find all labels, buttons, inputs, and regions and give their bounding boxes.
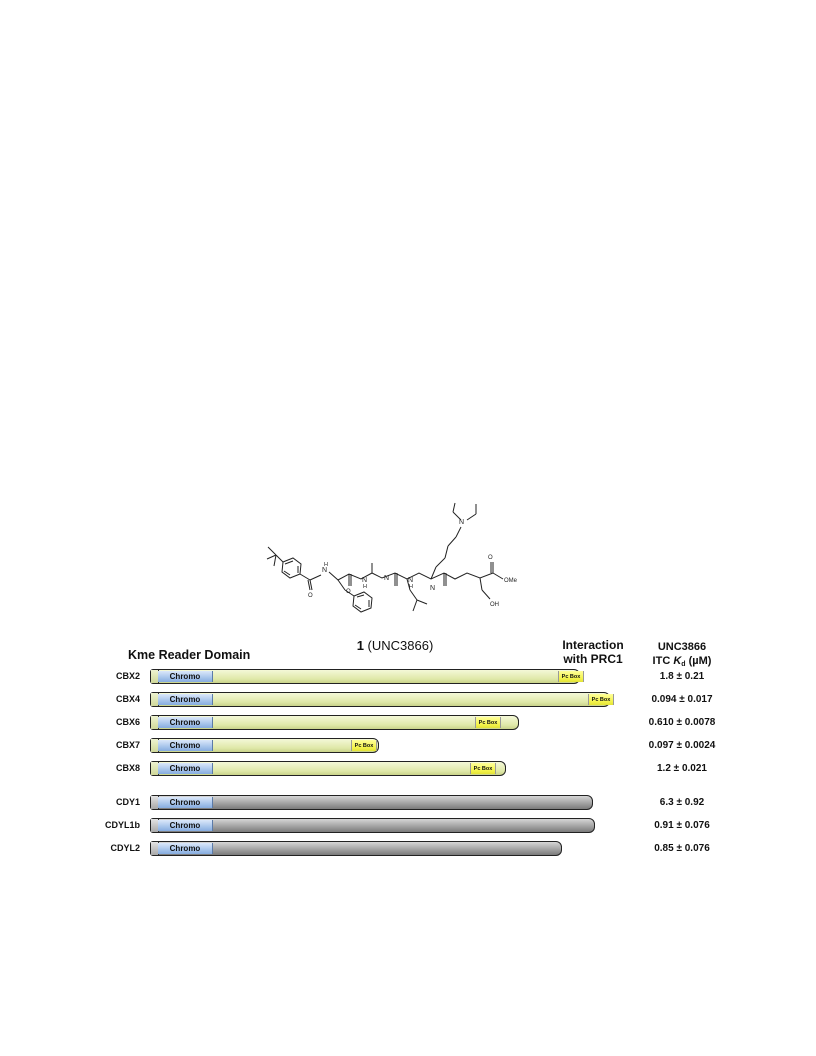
protein-bar-cdyl2 (150, 841, 562, 856)
kd-value: 0.91 ± 0.076 (654, 820, 710, 831)
chromo-domain: Chromo (158, 740, 213, 751)
protein-bar-cbx4 (150, 692, 610, 707)
kd-header-line1: UNC3866 (657, 641, 707, 653)
protein-bar-cdy1 (150, 795, 593, 810)
structure-atom: N (459, 519, 465, 526)
kd-header-unit: (µM) (685, 655, 712, 667)
protein-bar-cbx6 (150, 715, 519, 730)
structure-atom: H (363, 584, 367, 590)
compound-name: (UNC3866) (367, 638, 434, 653)
unc3866-chemical-structure (250, 500, 540, 625)
chromo-domain: Chromo (158, 717, 213, 728)
chromo-domain: Chromo (158, 763, 213, 774)
kd-column-header (636, 640, 728, 672)
kd-value: 0.094 ± 0.017 (651, 694, 713, 705)
protein-bar-cdyl1b (150, 818, 595, 833)
structure-atom: O (488, 555, 493, 561)
protein-name: CBX2 (115, 671, 140, 681)
structure-atom: O (308, 593, 313, 599)
structure-atom: OMe (504, 578, 518, 584)
protein-name: CBX7 (115, 740, 140, 750)
pc-box-domain: Pc Box (588, 694, 614, 705)
structure-atom: O (346, 589, 351, 595)
protein-name: CBX4 (115, 694, 140, 704)
domain-column-header: Kme Reader Domain (128, 648, 251, 662)
protein-name: CDY1 (115, 797, 140, 807)
protein-bar-cbx8 (150, 761, 506, 776)
prc1-header-line1: Interaction (562, 638, 624, 652)
chromo-domain: Chromo (158, 694, 213, 705)
kd-value: 0.610 ± 0.0078 (648, 717, 716, 728)
structure-atom: OH (490, 602, 499, 608)
structure-atom: N (384, 575, 390, 582)
kd-header-sub: d (681, 661, 686, 668)
protein-name: CBX6 (115, 717, 140, 727)
chromo-domain: Chromo (158, 797, 213, 808)
kd-header-prefix: ITC (652, 655, 674, 667)
structure-atom: N (430, 585, 436, 592)
pc-box-domain: Pc Box (351, 740, 377, 751)
kd-value: 1.2 ± 0.021 (657, 763, 707, 774)
pc-box-domain: Pc Box (470, 763, 496, 774)
prc1-column-header (550, 638, 636, 666)
protein-name: CDYL2 (110, 843, 140, 853)
structure-atom: H (324, 562, 328, 568)
prc1-header-line2: with PRC1 (563, 652, 623, 666)
compound-number: 1 (356, 638, 364, 653)
compound-label (330, 638, 460, 653)
chromo-domain: Chromo (158, 843, 213, 854)
structure-atom: N (408, 577, 414, 584)
chromo-domain: Chromo (158, 820, 213, 831)
structure-atom: H (409, 584, 413, 590)
protein-bar-cbx2 (150, 669, 580, 684)
chromo-domain: Chromo (158, 671, 213, 682)
pc-box-domain: Pc Box (475, 717, 501, 728)
kd-value: 1.8 ± 0.21 (659, 671, 705, 682)
protein-bar-cbx7 (150, 738, 379, 753)
kd-header-symbol: K (673, 655, 682, 667)
structure-atom: N (322, 567, 328, 574)
kd-value: 0.85 ± 0.076 (654, 843, 710, 854)
kd-value: 0.097 ± 0.0024 (648, 740, 716, 751)
protein-name: CBX8 (115, 763, 140, 773)
pc-box-domain: Pc Box (558, 671, 584, 682)
protein-name: CDYL1b (104, 820, 140, 830)
structure-atom: N (362, 577, 368, 584)
kd-value: 6.3 ± 0.92 (659, 797, 705, 808)
